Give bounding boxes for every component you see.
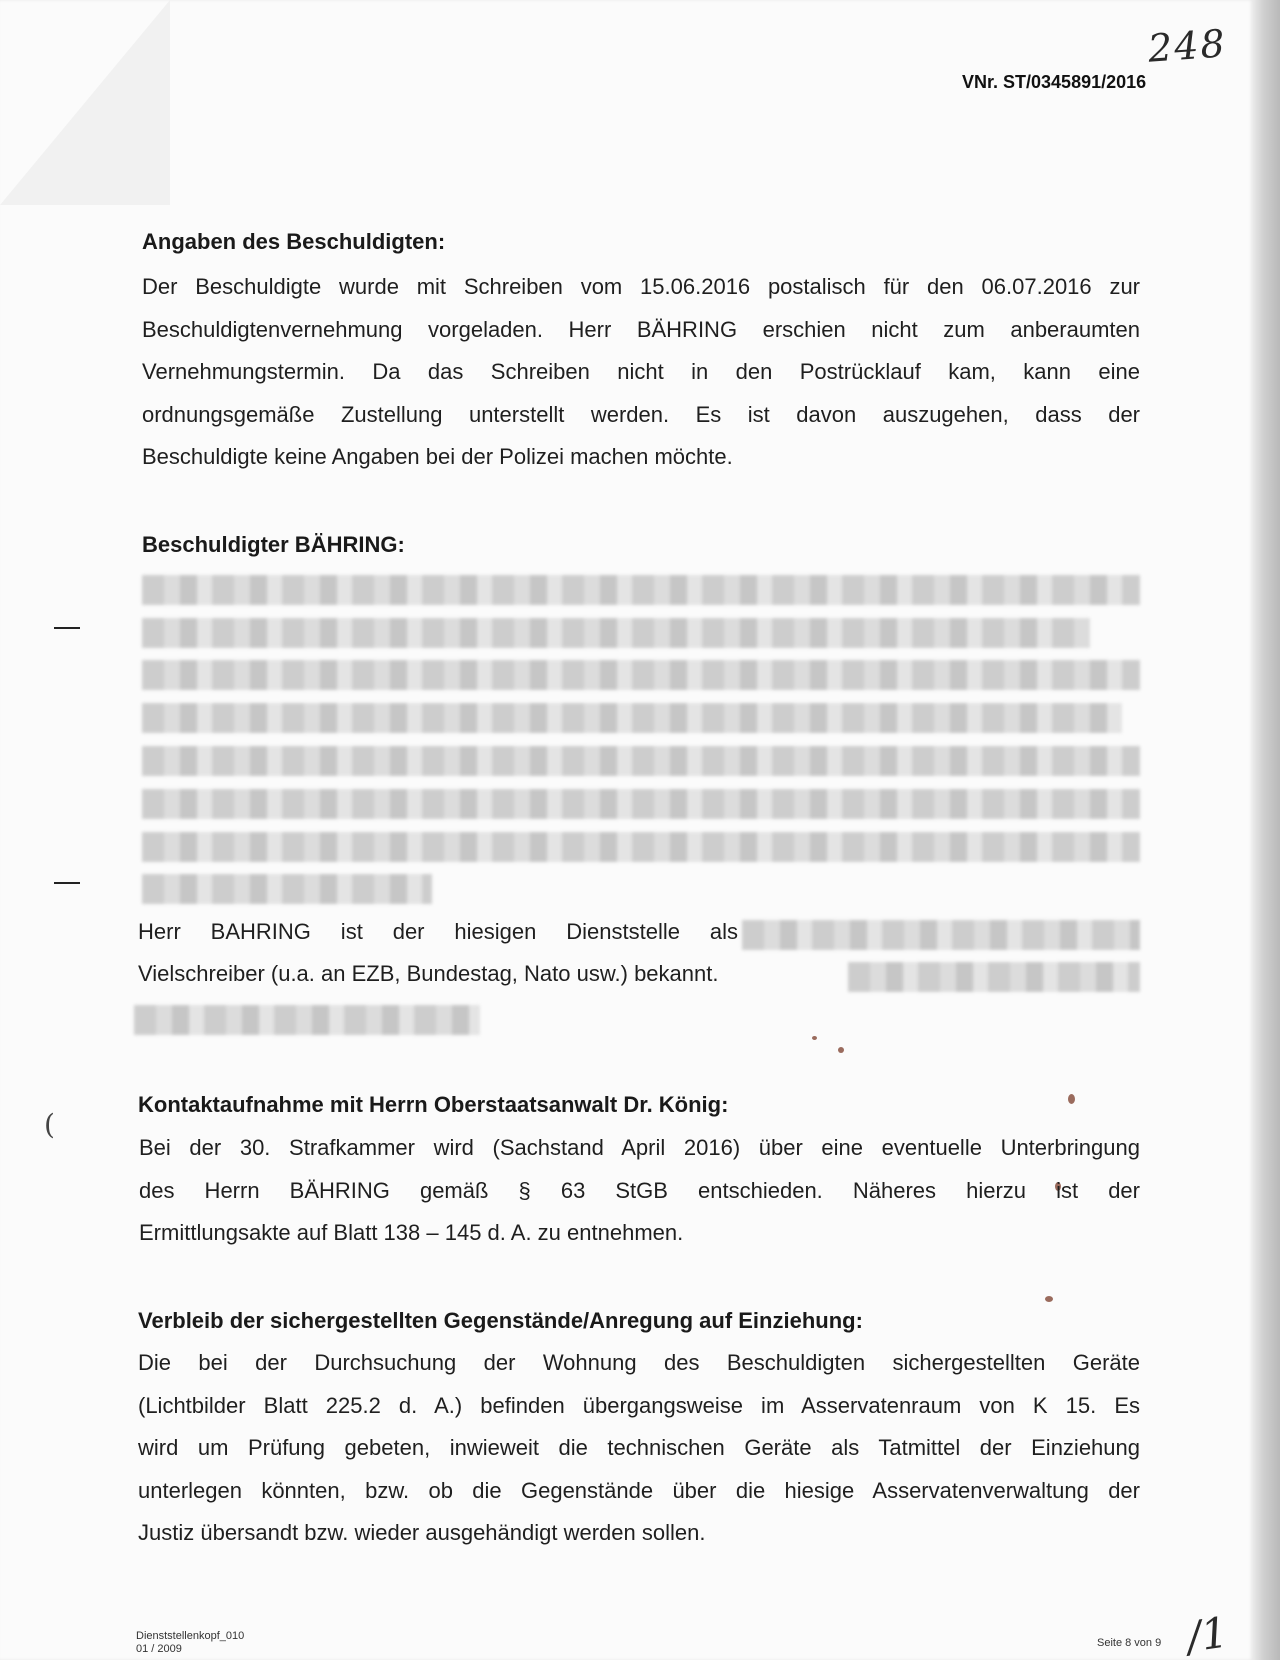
- footer-handwritten-mark: /1: [1183, 1607, 1232, 1662]
- paragraph-beschuldigter-line2: [138, 953, 838, 996]
- margin-mark: [54, 627, 80, 629]
- text-line: Der Beschuldigte wurde mit Schreiben vom 15.06.2016 postalisch für den 06.07.2016 zur: [142, 274, 1140, 299]
- handwritten-page-number: 248: [1146, 21, 1228, 71]
- footer-form-info: [136, 1630, 244, 1656]
- text-line: Ermittlungsakte auf Blatt 138 – 145 d. A. zu entnehmen.: [139, 1220, 684, 1245]
- footer-form-name: Dienststellenkopf_010: [136, 1630, 245, 1642]
- heading-kontakt: Kontaktaufnahme mit Herrn Oberstaatsanwalt Dr. König:: [138, 1092, 729, 1117]
- heading-verbleib: Verbleib der sichergestellten Gegenstände/Anregung auf Einziehung:: [138, 1308, 863, 1333]
- text-line: Die bei der Durchsuchung der Wohnung des Beschuldigten sichergestellten Geräte: [138, 1350, 1140, 1375]
- case-number: VNr. ST/0345891/2016: [962, 72, 1147, 92]
- paragraph-angaben: [142, 266, 1140, 479]
- text-line: Vernehmungstermin. Da das Schreiben nicht in den Postrücklauf kam, kann eine: [142, 359, 1140, 384]
- scan-edge-shadow: [1253, 0, 1280, 1660]
- folded-corner-back: [0, 0, 170, 205]
- text-line: Beschuldigtenvernehmung vorgeladen. Herr BÄHRING erschien nicht zum anberaumten: [142, 316, 1140, 342]
- text-line: Bei der 30. Strafkammer wird (Sachstand April 2016) über eine eventuelle Unterbringung: [139, 1135, 1140, 1160]
- margin-paren: (: [44, 1108, 55, 1141]
- heading-beschuldigter: Beschuldigter BÄHRING:: [142, 532, 405, 557]
- stain-speck: [812, 1036, 817, 1040]
- paragraph-verbleib: [138, 1342, 1140, 1555]
- stain-speck: [1068, 1094, 1075, 1104]
- paragraph-beschuldigter-line1: [138, 911, 738, 954]
- margin-mark: [54, 882, 80, 884]
- stain-speck: [1045, 1296, 1053, 1302]
- text-line: Beschuldigte keine Angaben bei der Polizei machen möchte.: [142, 444, 733, 469]
- text-line: Herr BAHRING ist der hiesigen Dienststelle als: [138, 919, 738, 944]
- text-line: ordnungsgemäße Zustellung unterstellt werden. Es ist davon auszugehen, dass der: [142, 401, 1140, 427]
- footer-form-date: 01 / 2009: [136, 1643, 182, 1655]
- text-line: unterlegen könnten, bzw. ob die Gegenstände über die hiesige Asservatenverwaltung der: [138, 1477, 1140, 1503]
- text-line: (Lichtbilder Blatt 225.2 d. A.) befinden übergangsweise im Asservatenraum von K 15. Es: [138, 1392, 1140, 1418]
- text-line: des Herrn BÄHRING gemäß § 63 StGB entschieden. Näheres hierzu ist der: [139, 1177, 1140, 1203]
- text-line: Justiz übersandt bzw. wieder ausgehändigt werden sollen.: [138, 1520, 706, 1545]
- footer-page-info: Seite 8 von 9: [1097, 1637, 1162, 1649]
- heading-angaben: Angaben des Beschuldigten:: [142, 229, 446, 254]
- text-line: wird um Prüfung gebeten, inwieweit die technischen Geräte als Tatmittel der Einziehung: [138, 1435, 1140, 1460]
- text-line: Vielschreiber (u.a. an EZB, Bundestag, Nato usw.) bekannt.: [138, 961, 719, 986]
- stain-speck: [838, 1047, 844, 1053]
- paragraph-kontakt: [139, 1127, 1140, 1255]
